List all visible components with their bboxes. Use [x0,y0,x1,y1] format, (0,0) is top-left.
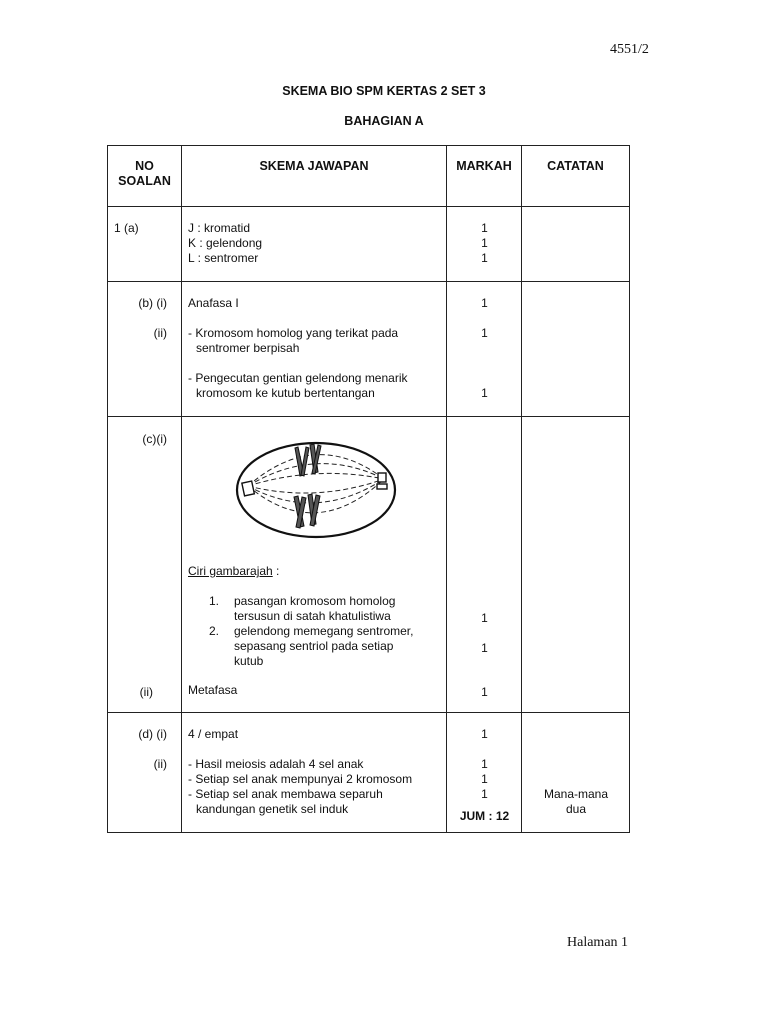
answer-line: - Setiap sel anak mempunyai 2 kromosom [188,772,413,786]
remark: dua [565,802,587,816]
ciri-gambarajah-label: Ciri gambarajah [188,564,273,578]
answer-line: pasangan kromosom homolog [234,594,396,608]
question-number: (ii) [139,685,153,699]
mark: 1 [481,326,488,340]
answer-line: L : sentromer [188,251,259,265]
question-number: (c)(i) [142,432,167,446]
question-number: (ii) [153,326,167,340]
answer-line: Anafasa I [188,296,239,310]
answer-line: tersusun di satah khatulistiwa [234,609,391,623]
total-marks: JUM : 12 [459,809,510,823]
answer-line: - Pengecutan gentian gelendong menarik [188,371,408,385]
table-row-1c [108,417,630,713]
answer-line: Metafasa [188,683,238,697]
list-number: 1. [209,594,220,608]
question-number: 1 (a) [114,221,139,235]
question-number: (d) (i) [138,727,167,741]
answer-line: gelendong memegang sentromer, [234,624,414,638]
answer-scheme-table [107,145,630,833]
mark: 1 [481,641,488,655]
remark: Mana-mana [543,787,609,801]
table-row-1d [108,713,630,833]
answer-line: sepasang sentriol pada setiap [234,639,394,653]
answer-line: J : kromatid [188,221,251,235]
metaphase-cell-diagram [232,435,402,545]
answer-line: sentromer berpisah [196,341,300,355]
table-header-row [108,146,630,207]
ciri-colon: : [272,564,280,578]
mark: 1 [481,787,488,801]
mark: 1 [481,772,488,786]
answer-line: K : gelendong [188,236,263,250]
page-footer: Halaman 1 [567,935,629,950]
mark: 1 [481,727,488,741]
header-catatan: CATATAN [547,159,604,173]
mark: 1 [481,757,488,771]
answer-line: - Hasil meiosis adalah 4 sel anak [188,757,364,771]
header-no-soalan: NO SOALAN [118,159,171,188]
mark: 1 [481,251,488,265]
answer-line: - Kromosom homolog yang terikat pada [188,326,399,340]
table-row-1a [108,207,630,282]
answer-line: kromosom ke kutub bertentangan [196,386,375,400]
question-number: (ii) [153,757,167,771]
list-number: 2. [209,624,220,638]
mark: 1 [481,386,488,400]
page-code: 4551/2 [610,42,649,57]
table-row-1b [108,282,630,417]
header-skema-jawapan: SKEMA JAWAPAN [259,159,369,173]
header-markah: MARKAH [456,159,512,173]
answer-line: kandungan genetik sel induk [196,802,349,816]
mark: 1 [481,221,488,235]
document-title: SKEMA BIO SPM KERTAS 2 SET 3 [282,84,486,98]
diagram-features-label [188,564,279,579]
mark: 1 [481,296,488,310]
mark: 1 [481,236,488,250]
mark: 1 [481,611,488,625]
answer-line: - Setiap sel anak membawa separuh [188,787,383,801]
question-number: (b) (i) [138,296,167,310]
answer-line: kutub [234,654,264,668]
section-title: BAHAGIAN A [344,114,424,128]
answer-line: 4 / empat [188,727,239,741]
mark: 1 [481,685,488,699]
